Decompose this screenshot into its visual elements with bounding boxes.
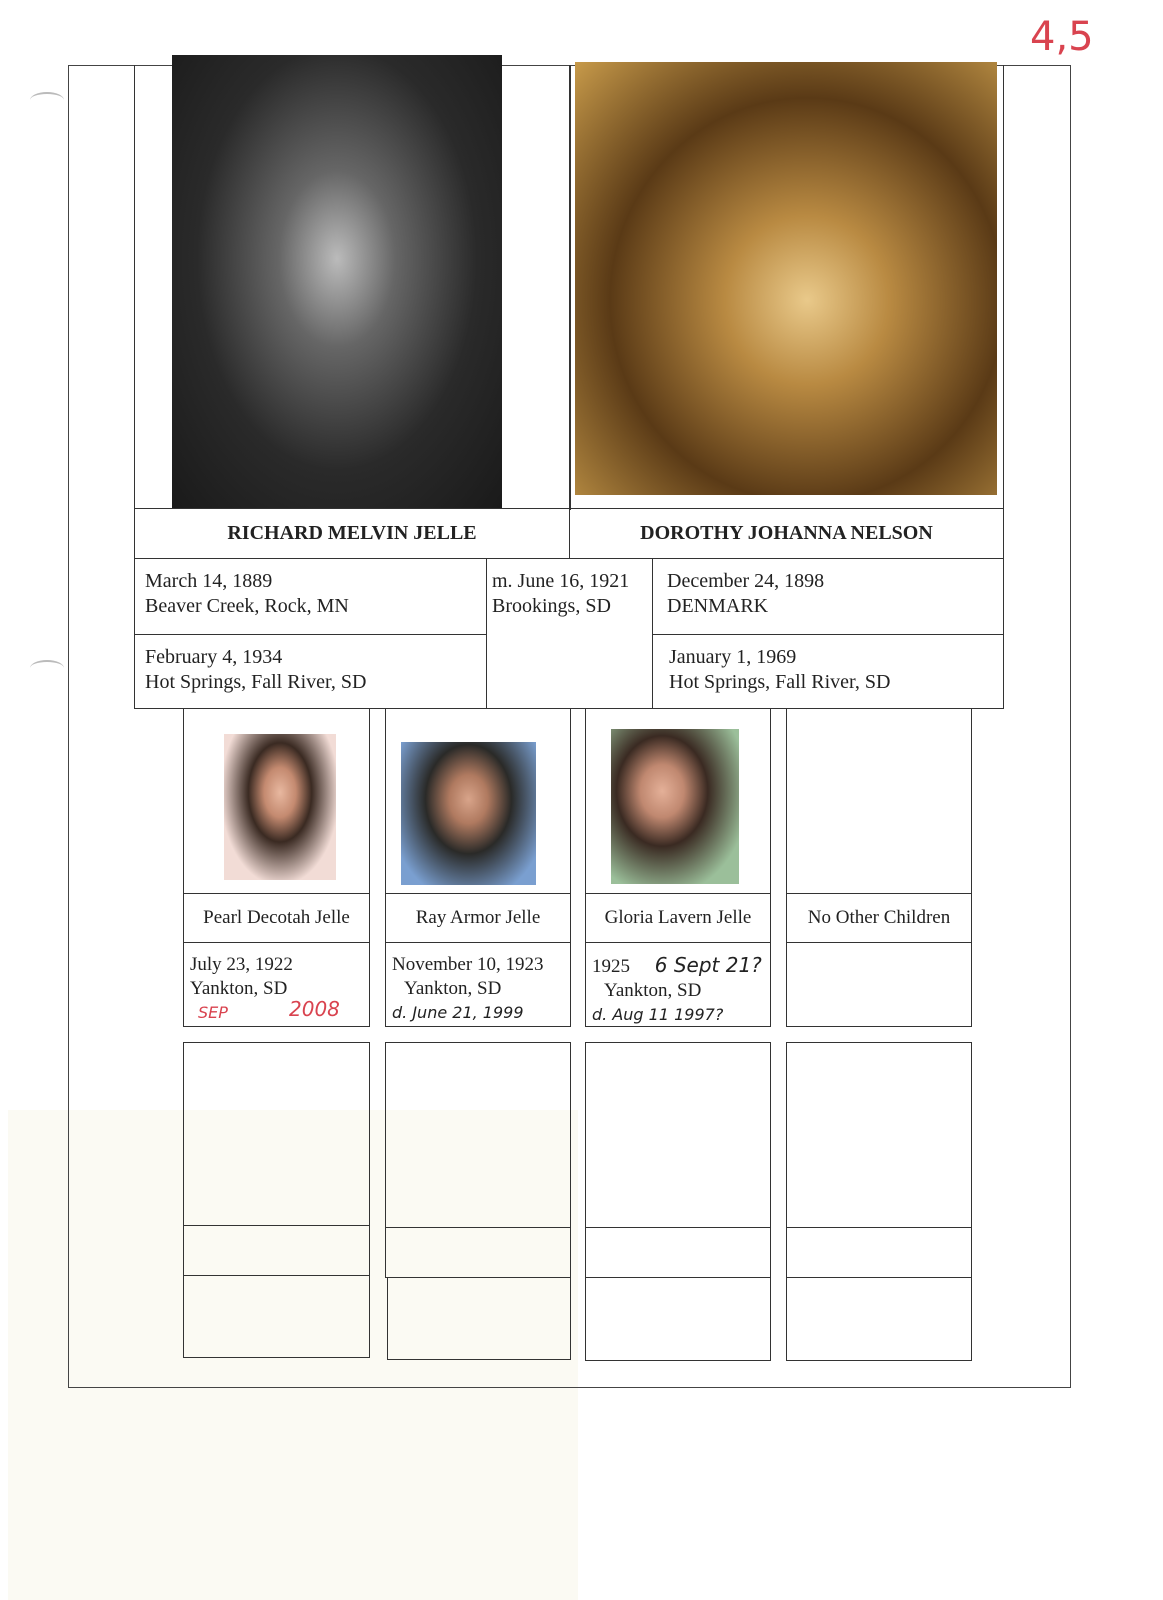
child-photo-box (385, 708, 571, 894)
child-details (183, 1275, 370, 1358)
child-name (585, 1227, 771, 1278)
mother-name: DOROTHY JOHANNA NELSON (569, 508, 1004, 559)
birth-date: July 23, 1922 (190, 954, 293, 975)
child-details (183, 942, 370, 1027)
child-details (585, 1277, 771, 1361)
binder-hole (30, 92, 64, 108)
child-photo-box (585, 1042, 771, 1228)
child-photo-box (183, 708, 370, 894)
birth-place: DENMARK (667, 595, 769, 617)
birth-date: December 24, 1898 (667, 570, 825, 592)
child-photo (401, 742, 536, 885)
birth-place: Yankton, SD (604, 980, 702, 1001)
handwritten-note: 6 Sept 21? (654, 953, 762, 977)
birth-date: March 14, 1889 (145, 570, 273, 592)
marriage-date: m. June 16, 1921 (492, 570, 630, 592)
child-photo (611, 729, 739, 884)
marriage-place: Brookings, SD (492, 595, 611, 617)
child-photo-box (786, 1042, 972, 1228)
father-death (134, 634, 487, 709)
child-name: Gloria Lavern Jelle (585, 893, 771, 943)
marriage (486, 558, 653, 709)
divider (569, 65, 571, 510)
handwritten-note: 2008 (289, 997, 340, 1021)
child-photo (224, 734, 336, 880)
mother-photo (575, 62, 997, 495)
child-details (585, 942, 771, 1027)
father-name: RICHARD MELVIN JELLE (134, 508, 570, 559)
binder-hole (30, 660, 64, 676)
mother-birth (652, 558, 1004, 635)
handwritten-note: d. June 21, 1999 (392, 1003, 524, 1022)
father-photo (172, 55, 502, 508)
death-date: January 1, 1969 (669, 646, 797, 668)
birth-place: Beaver Creek, Rock, MN (145, 595, 349, 617)
child-name: No Other Children (786, 893, 972, 943)
child-details (385, 942, 571, 1027)
child-details (786, 1277, 972, 1361)
father-birth (134, 558, 487, 635)
child-photo-box (385, 1042, 571, 1228)
birth-place: Yankton, SD (190, 978, 288, 999)
death-date: February 4, 1934 (145, 646, 283, 668)
handwritten-note: d. Aug 11 1997? (592, 1005, 724, 1024)
child-name (385, 1227, 571, 1278)
birth-place: Yankton, SD (404, 978, 502, 999)
birth-date: November 10, 1923 (392, 954, 544, 975)
child-name (183, 1225, 370, 1276)
child-name (786, 1227, 972, 1278)
child-name: Pearl Decotah Jelle (183, 893, 370, 943)
child-photo-box (786, 708, 972, 894)
handwritten-note: SEP (198, 1003, 228, 1022)
death-place: Hot Springs, Fall River, SD (145, 671, 367, 693)
child-name: Ray Armor Jelle (385, 893, 571, 943)
mother-death (652, 634, 1004, 709)
birth-date: 1925 (592, 956, 630, 977)
death-place: Hot Springs, Fall River, SD (669, 671, 891, 693)
page-number: 4,5 (1030, 14, 1094, 60)
child-details (387, 1277, 571, 1360)
child-photo-box (183, 1042, 370, 1226)
child-details (786, 942, 972, 1027)
child-photo-box (585, 708, 771, 894)
